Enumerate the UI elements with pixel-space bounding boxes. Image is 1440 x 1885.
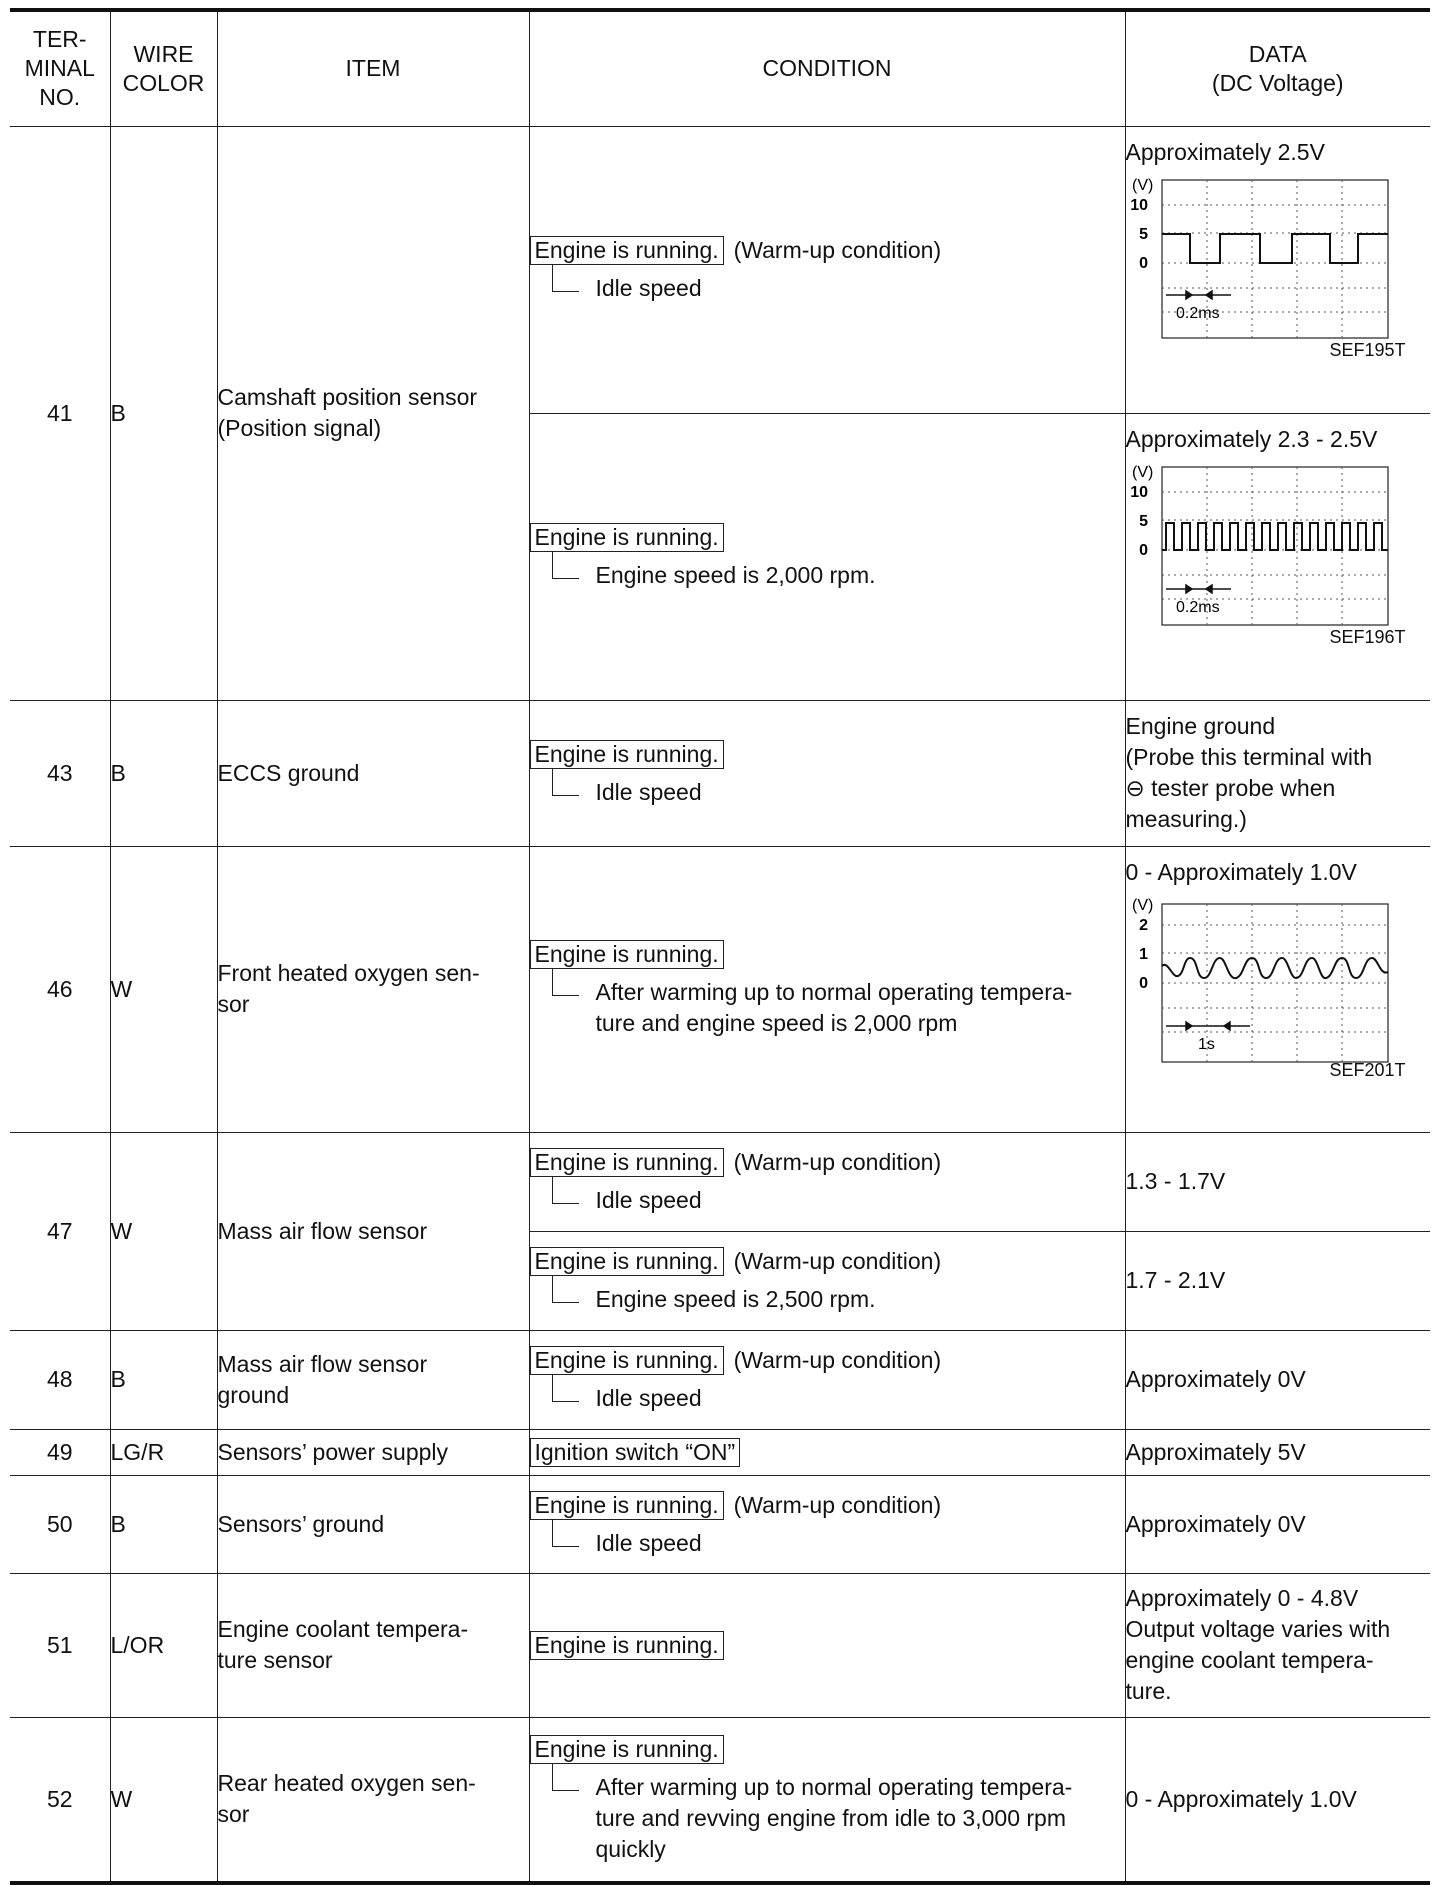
header-wire-color: WIRE COLOR: [110, 10, 217, 126]
terminal-no: 51: [10, 1573, 110, 1717]
condition-extra: (Warm-up condition): [733, 1149, 942, 1175]
condition-box: Engine is running.: [530, 1735, 724, 1764]
terminal-no: 52: [10, 1717, 110, 1883]
condition-extra: (Warm-up condition): [733, 1491, 942, 1518]
condition-cell: [529, 126, 1125, 413]
data-cell: 1.7 - 2.1V: [1125, 1231, 1430, 1330]
table-row: [10, 700, 1430, 846]
item-cell: Front heated oxygen sen- sor: [217, 846, 529, 1132]
item-cell: Sensors’ ground: [217, 1475, 529, 1573]
item-cell: Engine coolant tempera- ture sensor: [217, 1573, 529, 1717]
condition-cell: [529, 1231, 1125, 1330]
data-cell: 0 - Approximately 1.0V: [1125, 1717, 1430, 1883]
wire-color: B: [110, 1330, 217, 1429]
condition-sub: Idle speed: [552, 1185, 1125, 1216]
wave-unit-label: (V): [1131, 176, 1153, 194]
item-cell: Mass air flow sensor: [217, 1132, 529, 1330]
wave-tick-label: 0: [1138, 974, 1148, 992]
wave-tick-label: 0: [1138, 254, 1148, 272]
terminal-no: 50: [10, 1475, 110, 1573]
wave-tick-label: 10: [1129, 196, 1148, 214]
table-row: [10, 126, 1430, 413]
condition-cell: [529, 1573, 1125, 1717]
condition-box: Engine is running.: [530, 1631, 724, 1660]
condition-extra: (Warm-up condition): [733, 237, 942, 263]
wire-color: W: [110, 1132, 217, 1330]
condition-extra: (Warm-up condition): [733, 1347, 942, 1373]
condition-box: Engine is running.: [530, 940, 724, 969]
wire-color: L/OR: [110, 1573, 217, 1717]
data-cell: Approximately 2.5V (V) 10 5 0 0.2ms SEF195T: [1125, 126, 1430, 413]
item-cell: Sensors’ power supply: [217, 1429, 529, 1475]
item-cell: ECCS ground: [217, 700, 529, 846]
data-cell: Approximately 0V: [1125, 1475, 1430, 1573]
wave-trace: [1162, 958, 1388, 978]
condition-cell: [529, 700, 1125, 846]
condition-sub: After warming up to normal operating tempera- ture and revving engine from idle to 3,000 rpm quickly: [552, 1772, 1125, 1865]
terminal-no: 46: [10, 846, 110, 1132]
condition-box: Engine is running.: [530, 236, 724, 265]
figure-code: SEF196T: [1329, 626, 1406, 647]
condition-sub: Idle speed: [552, 777, 1125, 808]
wave-tick-label: 1: [1138, 945, 1148, 963]
header-row: [10, 10, 1430, 126]
condition-cell: [529, 1475, 1125, 1573]
wire-color: B: [110, 1475, 217, 1573]
data-cell: Approximately 5V: [1125, 1429, 1430, 1475]
condition-box: Engine is running.: [530, 523, 724, 552]
item-cell: Mass air flow sensor ground: [217, 1330, 529, 1429]
wire-color: B: [110, 700, 217, 846]
condition-box: Engine is running.: [530, 740, 724, 769]
wave-tick-label: 0: [1138, 541, 1148, 559]
condition-box: Ignition switch “ON”: [530, 1438, 741, 1467]
terminal-no: 43: [10, 700, 110, 846]
terminal-no: 49: [10, 1429, 110, 1475]
table-row: [10, 1429, 1430, 1475]
wave-trace: [1162, 523, 1388, 550]
condition-cell: [529, 1717, 1125, 1883]
condition-sub: After warming up to normal operating tempera- ture and engine speed is 2,000 rpm: [552, 977, 1125, 1039]
table-row: [10, 846, 1430, 1132]
condition-cell: [529, 1429, 1125, 1475]
header-condition: CONDITION: [529, 10, 1125, 126]
wave-tick-label: 5: [1138, 512, 1148, 530]
condition-box: Engine is running.: [530, 1148, 724, 1177]
waveform-figure: [1126, 461, 1408, 647]
wave-time-label: 1s: [1197, 1035, 1215, 1053]
wave-unit-label: (V): [1131, 896, 1153, 914]
wave-tick-label: 2: [1138, 916, 1148, 934]
table-row: [10, 1717, 1430, 1883]
data-cell: 1.3 - 1.7V: [1125, 1132, 1430, 1231]
data-cell: 0 - Approximately 1.0V (V) 2 1 0 1s SEF201T: [1125, 846, 1430, 1132]
header-terminal: TER- MINAL NO.: [10, 10, 110, 126]
condition-cell: [529, 846, 1125, 1132]
condition-sub: Idle speed: [552, 273, 1125, 304]
ecm-terminal-table: [10, 8, 1430, 1885]
wave-time-marker: [1166, 291, 1231, 299]
condition-sub: Idle speed: [552, 1383, 1125, 1414]
waveform-figure: [1126, 894, 1408, 1080]
condition-cell: [529, 1330, 1125, 1429]
wave-grid: [1162, 904, 1388, 1062]
data-cell: Approximately 2.3 - 2.5V (V) 10 5 0 0.2ms SEF196T: [1125, 413, 1430, 700]
wire-color: B: [110, 126, 217, 700]
data-cell: Engine ground (Probe this terminal with ⊖ tester probe when measuring.): [1125, 700, 1430, 846]
condition-sub: Engine speed is 2,500 rpm.: [552, 1284, 1125, 1315]
figure-code: SEF201T: [1329, 1059, 1406, 1080]
wire-color: W: [110, 846, 217, 1132]
condition-sub: Engine speed is 2,000 rpm.: [552, 560, 1125, 591]
table-row: [10, 1475, 1430, 1573]
table-row: [10, 1330, 1430, 1429]
terminal-no: 48: [10, 1330, 110, 1429]
wave-time-marker: [1166, 1022, 1250, 1030]
data-cell: Approximately 0V: [1125, 1330, 1430, 1429]
header-data: DATA (DC Voltage): [1125, 10, 1430, 126]
condition-box: Engine is running.: [530, 1247, 724, 1276]
wave-unit-label: (V): [1131, 463, 1153, 481]
waveform-figure: [1126, 174, 1408, 360]
item-cell: Rear heated oxygen sen- sor: [217, 1717, 529, 1883]
table-row: [10, 1132, 1430, 1231]
data-cell: Approximately 0 - 4.8V Output voltage varies with engine coolant tempera- ture.: [1125, 1573, 1430, 1717]
wire-color: W: [110, 1717, 217, 1883]
terminal-no: 47: [10, 1132, 110, 1330]
item-cell: Camshaft position sensor (Position signal): [217, 126, 529, 700]
wave-tick-label: 5: [1138, 225, 1148, 243]
condition-extra: (Warm-up condition): [733, 1248, 942, 1274]
condition-box: Engine is running.: [530, 1491, 724, 1520]
wave-time-label: 0.2ms: [1175, 598, 1220, 616]
wave-time-marker: [1166, 585, 1231, 593]
condition-sub: Idle speed: [552, 1528, 1125, 1559]
terminal-no: 41: [10, 126, 110, 700]
wire-color: LG/R: [110, 1429, 217, 1475]
condition-cell: [529, 413, 1125, 700]
condition-cell: [529, 1132, 1125, 1231]
figure-code: SEF195T: [1329, 339, 1406, 360]
table-row: [10, 1573, 1430, 1717]
wave-trace: [1162, 234, 1388, 263]
condition-box: Engine is running.: [530, 1346, 724, 1375]
wave-tick-label: 10: [1129, 483, 1148, 501]
header-item: ITEM: [217, 10, 529, 126]
wave-time-label: 0.2ms: [1175, 304, 1220, 322]
